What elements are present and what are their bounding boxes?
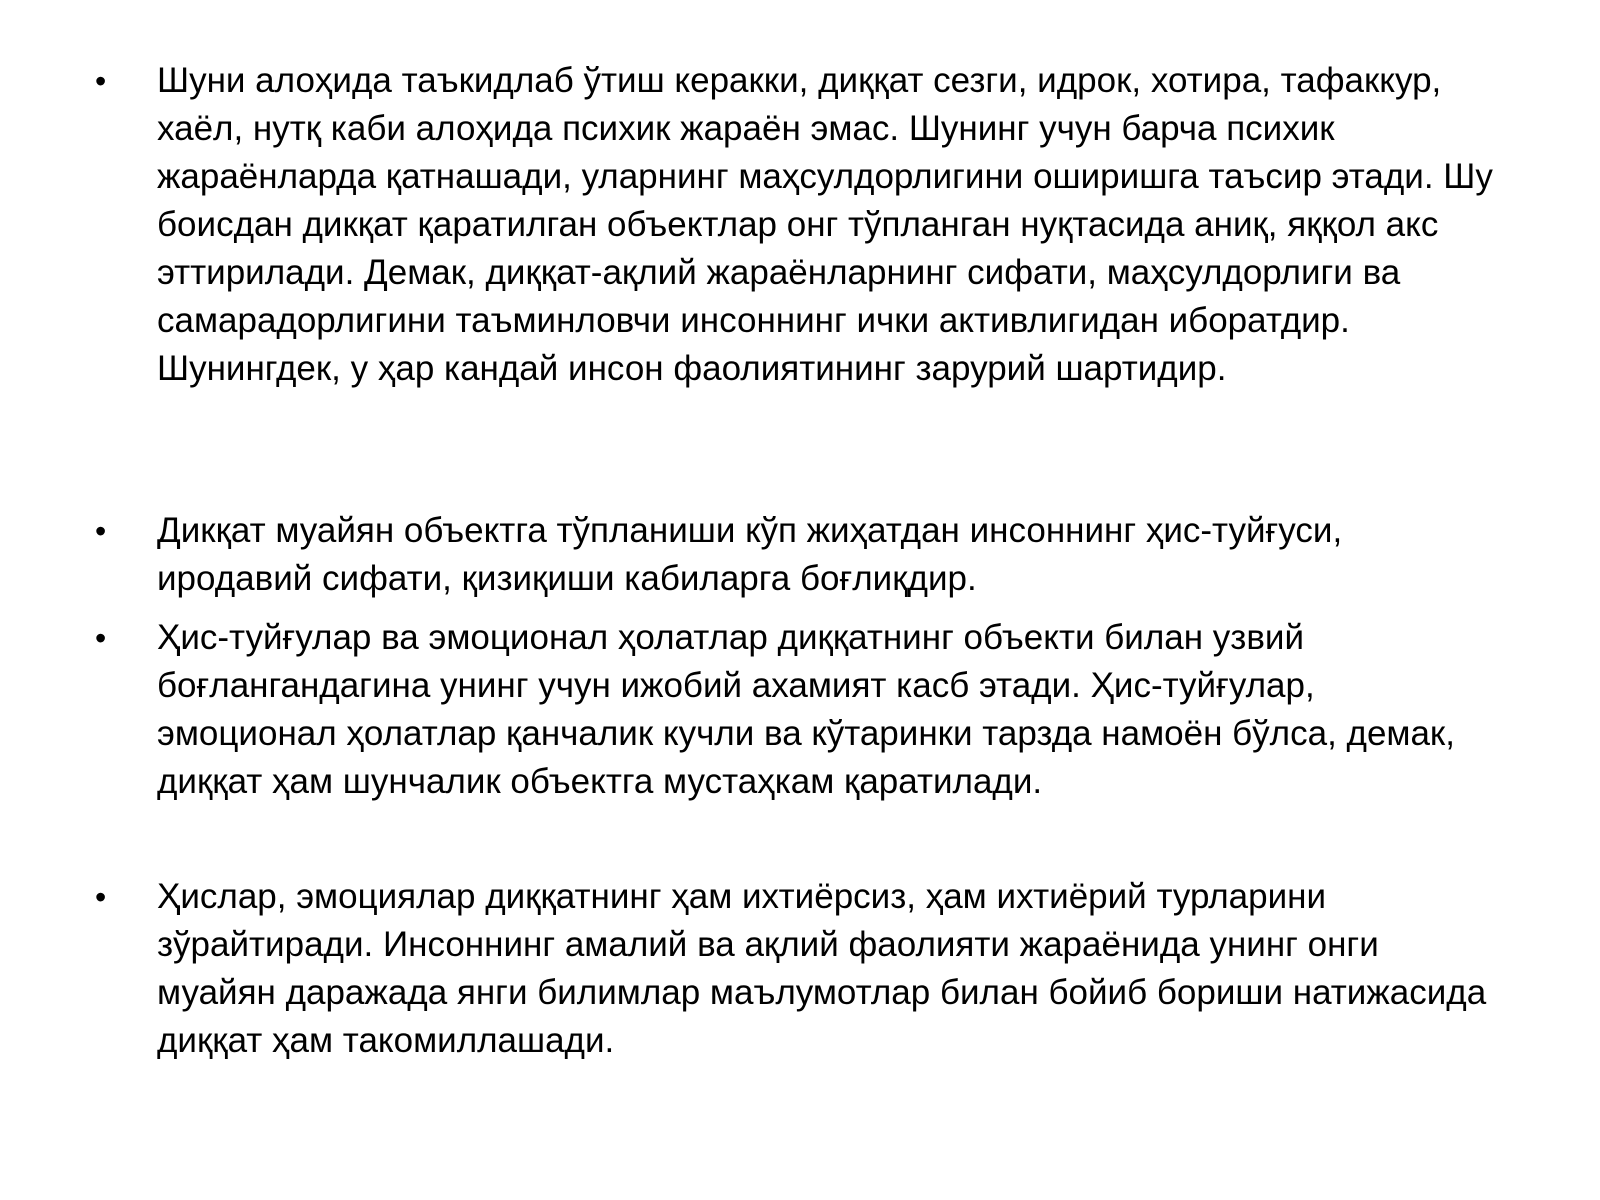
bullet-icon: •: [95, 63, 107, 99]
bullet-text: Шуни алоҳида таъкидлаб ўтиш керакки, диққат сезги, идрок, хотира, тафаккур, хаёл, нутқ каби алоҳида психик жараён эмас. Шунинг учун барча психик жараёнларда қатнашади, уларнинг маҳсулдорлигини оширишга таъсир этади. Шу боисдан дикқат қаратилган объектлар онг тўпланган нуқтасида аниқ, яққол акс эттирилади. Демак, диққат-ақлий жараёнларнинг сифати, маҳсулдорлиги ва самарадорлигини таъминловчи инсоннинг ички активлигидан иборатдир. Шунингдек, у ҳар кандай инсон фаолиятининг зарурий шартидир.: [157, 61, 1493, 388]
bullet-icon: •: [95, 879, 107, 915]
bullet-text: Ҳислар, эмоциялар диққатнинг ҳам ихтиёрсиз, ҳам ихтиёрий турларини зўрайтиради. Инсоннинг амалий ва ақлий фаолияти жараёнида унинг онги муайян даражада янги билимлар маълумотлар билан бойиб бориши натижасида диққат ҳам такомиллашади.: [157, 877, 1487, 1060]
bullet-icon: •: [95, 620, 107, 656]
bullet-icon: •: [95, 513, 107, 549]
bullet-text: Дикқат муайян объектга тўпланиши кўп жиҳатдан инсоннинг ҳис-туйғуси, иродавий сифати, қизиқиши кабиларга боғлиқдир.: [157, 511, 1343, 598]
bullet-text: Ҳис-туйғулар ва эмоционал ҳолатлар диққатнинг объекти билан узвий боғлангандагина унинг учун ижобий ахамият касб этади. Ҳис-туйғулар, эмоционал ҳолатлар қанчалик кучли ва кўтаринки тарзда намоён бўлса, демак, диққат ҳам шунчалик объектга мустаҳкам қаратилади.: [157, 618, 1455, 801]
